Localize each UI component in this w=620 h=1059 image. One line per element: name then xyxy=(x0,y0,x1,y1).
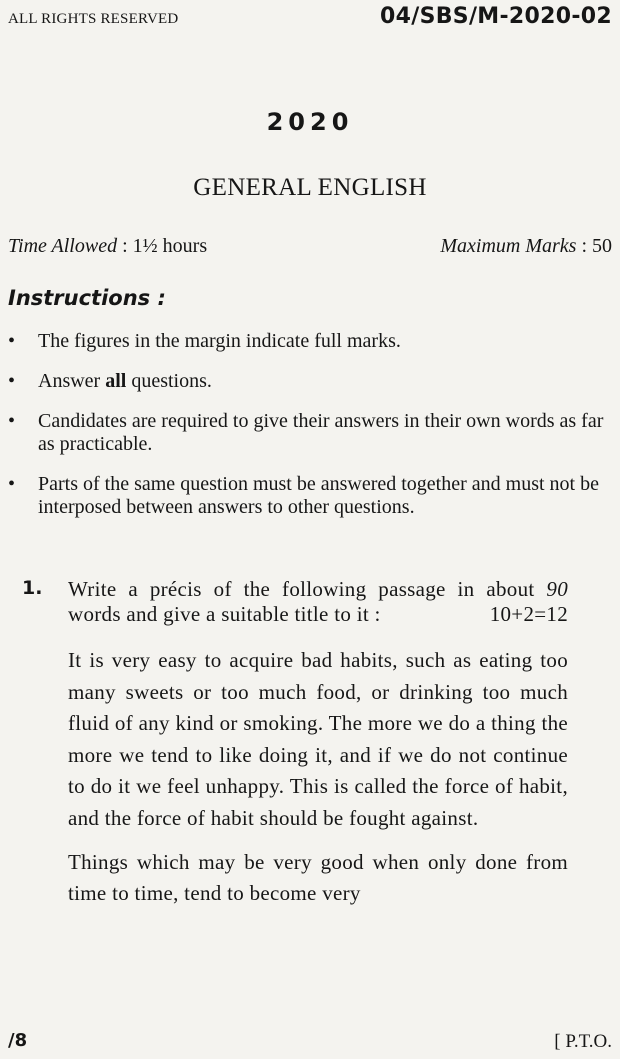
rights-notice: ALL RIGHTS RESERVED xyxy=(8,11,179,27)
time-marks-row xyxy=(8,235,612,258)
question-marks: 10+2=12 xyxy=(489,602,568,626)
subject-title: GENERAL ENGLISH xyxy=(193,174,427,201)
page-count: /8 xyxy=(8,1030,28,1051)
question-1 xyxy=(8,577,568,910)
instruction-text: Candidates are required to give their answers in their own words as far as practicable. xyxy=(38,410,604,455)
marks-value: 50 xyxy=(592,235,612,257)
instruction-text: The figures in the margin indicate full marks. xyxy=(38,330,401,352)
instruction-item xyxy=(8,330,614,353)
passage-paragraph-1: It is very easy to acquire bad habits, such as eating too many sweets or too much food, or drinking too much fluid of any kind or smoking. The more we do a thing the more we tend to like doing it, and if we do not continue to do it we feel unhappy. This is called the force of habit, and the force of habit should be fought against. xyxy=(68,648,568,830)
instruction-text: Parts of the same question must be answered together and must not be interposed between answers to other questions. xyxy=(38,473,599,518)
question-number: 1. xyxy=(22,577,43,599)
bullet-icon: • xyxy=(8,370,16,392)
time-label: Time Allowed xyxy=(8,235,118,257)
emphasis-word: all xyxy=(105,370,127,392)
bullet-icon: • xyxy=(8,473,16,495)
bullet-icon: • xyxy=(8,330,16,352)
bullet-icon: • xyxy=(8,410,16,432)
instruction-text: Answer all questions. xyxy=(38,370,212,392)
pto-note: [ P.T.O. xyxy=(554,1031,612,1052)
instruction-item xyxy=(8,410,614,456)
exam-year: 2020 xyxy=(266,108,354,136)
time-value: 1½ hours xyxy=(132,235,208,257)
instructions-list xyxy=(8,330,614,536)
paper-code: 04/SBS/M-2020-02 xyxy=(380,4,612,29)
instructions-title: Instructions : xyxy=(8,286,166,310)
time-allowed: Time Allowed : 1½ hours xyxy=(8,235,208,257)
maximum-marks: Maximum Marks : 50 xyxy=(440,235,612,257)
question-prompt xyxy=(68,577,568,627)
marks-label: Maximum Marks xyxy=(440,235,577,257)
question-text: Write a précis of the following passage in about 90 words and give a suitable title to it : xyxy=(68,577,568,626)
passage-paragraph-2: Things which may be very good when only done from time to time, tend to become very xyxy=(68,849,568,906)
instruction-item xyxy=(8,473,614,519)
word-count: 90 xyxy=(546,577,568,601)
instruction-item xyxy=(8,370,614,393)
